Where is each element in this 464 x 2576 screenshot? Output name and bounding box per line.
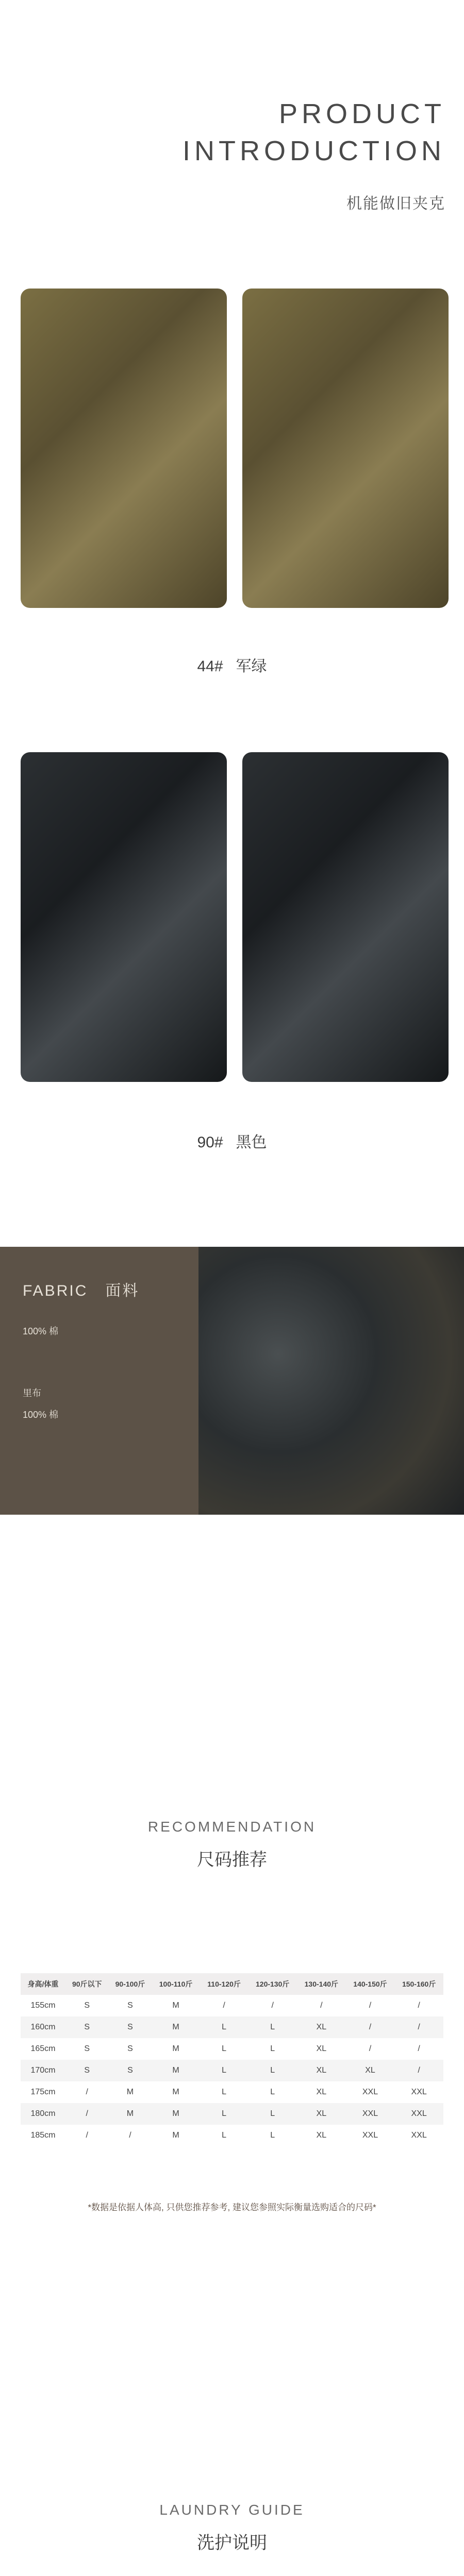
- table-row: [21, 2016, 443, 2038]
- fabric-info: [0, 1247, 198, 1515]
- table-cell: XXL: [362, 2088, 378, 2096]
- size-table-header: [21, 1973, 443, 1995]
- product-name: 机能做旧夹克: [346, 195, 445, 212]
- table-cell: M: [126, 2088, 134, 2096]
- jacket-back-photo-black: [242, 752, 449, 1082]
- table-cell: M: [172, 2131, 179, 2140]
- color-caption-black: [0, 1129, 464, 1152]
- table-row: [21, 2081, 443, 2103]
- table-cell: L: [270, 2044, 275, 2053]
- color-name: 军绿: [236, 658, 267, 675]
- table-cell: M: [172, 2044, 179, 2053]
- table-header-cell: 90-100斤: [109, 1973, 152, 1995]
- hero-title-line1: PRODUCT: [279, 98, 445, 129]
- table-cell: /: [129, 2131, 131, 2140]
- table-row: [21, 2060, 443, 2081]
- recommendation-title-cn: 尺码推荐: [197, 1850, 267, 1870]
- fabric-title-en: FABRIC: [23, 1282, 88, 1299]
- table-cell: M: [109, 2103, 152, 2125]
- table-header-cell: 身高/体重: [21, 1973, 65, 1995]
- table-cell: /: [271, 2001, 274, 2010]
- table-cell: L: [222, 2088, 227, 2096]
- table-cell: M: [152, 2060, 200, 2081]
- table-cell: /: [394, 2060, 443, 2081]
- lining-composition: 100% 棉: [23, 1410, 59, 1420]
- table-cell: /: [394, 2016, 443, 2038]
- table-cell: /: [418, 2044, 420, 2053]
- table-cell: 160cm: [21, 2016, 65, 2038]
- table-row: [21, 2125, 443, 2146]
- table-cell: XL: [346, 2060, 395, 2081]
- table-row: [21, 2038, 443, 2060]
- size-note: *数据是依据人体高, 只供您推荐参考, 建议您参照实际衡量选购适合的尺码*: [88, 2202, 376, 2212]
- jacket-front-photo-black: [21, 752, 227, 1082]
- table-header-cell: 150-160斤: [394, 1973, 443, 1995]
- table-cell: 185cm: [30, 2131, 56, 2140]
- jacket-back-photo-green: [242, 289, 449, 608]
- color-caption-green: [0, 653, 464, 676]
- laundry-title-cn: 洗护说明: [197, 2533, 267, 2553]
- table-cell: L: [270, 2088, 275, 2096]
- color-code: 44#: [197, 658, 223, 675]
- table-cell: S: [84, 2044, 90, 2053]
- size-table-body: [21, 1995, 443, 2146]
- table-header-cell: 110-120斤: [200, 1973, 248, 1995]
- table-cell: 175cm: [30, 2088, 56, 2096]
- table-cell: /: [418, 2001, 420, 2010]
- table-cell: XXL: [362, 2131, 378, 2140]
- color-name: 黑色: [236, 1134, 267, 1151]
- table-cell: M: [172, 2001, 179, 2010]
- recommendation-title-en: RECOMMENDATION: [147, 1819, 317, 1835]
- table-cell: XXL: [394, 2103, 443, 2125]
- table-cell: S: [109, 2060, 152, 2081]
- table-cell: M: [152, 2016, 200, 2038]
- table-cell: S: [109, 2016, 152, 2038]
- lining-label: 里布: [23, 1388, 41, 1398]
- table-cell: XL: [297, 2016, 346, 2038]
- table-row: [21, 1995, 443, 2016]
- table-cell: L: [248, 2060, 297, 2081]
- table-cell: S: [127, 2001, 133, 2010]
- table-cell: XL: [297, 2103, 346, 2125]
- table-header-cell: 90斤以下: [65, 1973, 109, 1995]
- table-cell: S: [65, 2016, 109, 2038]
- table-header-cell: 100-110斤: [152, 1973, 200, 1995]
- jacket-front-photo-green: [21, 289, 227, 608]
- table-row: [21, 2103, 443, 2125]
- table-cell: /: [369, 2001, 372, 2010]
- table-cell: 155cm: [30, 2001, 56, 2010]
- table-cell: L: [200, 2060, 248, 2081]
- table-cell: S: [84, 2001, 90, 2010]
- laundry-title-en: LAUNDRY GUIDE: [159, 2502, 305, 2518]
- fabric-section: [0, 1247, 464, 1515]
- table-cell: /: [86, 2088, 88, 2096]
- table-cell: XL: [297, 2060, 346, 2081]
- table-cell: S: [127, 2044, 133, 2053]
- table-cell: /: [223, 2001, 225, 2010]
- table-cell: L: [222, 2044, 227, 2053]
- table-cell: M: [172, 2088, 179, 2096]
- table-cell: XL: [316, 2131, 327, 2140]
- table-cell: /: [346, 2016, 395, 2038]
- fabric-closeup-photo: [198, 1247, 464, 1515]
- table-cell: L: [200, 2016, 248, 2038]
- table-cell: /: [65, 2103, 109, 2125]
- shell-composition: 100% 棉: [23, 1326, 59, 1336]
- table-cell: 180cm: [21, 2103, 65, 2125]
- fabric-title-cn: 面料: [105, 1282, 140, 1299]
- table-cell: M: [152, 2103, 200, 2125]
- table-cell: XXL: [346, 2103, 395, 2125]
- table-cell: L: [248, 2016, 297, 2038]
- table-cell: 165cm: [30, 2044, 56, 2053]
- hero-title-line2: INTRODUCTION: [183, 135, 445, 166]
- table-cell: XL: [316, 2088, 327, 2096]
- table-cell: L: [270, 2131, 275, 2140]
- table-header-cell: 130-140斤: [297, 1973, 346, 1995]
- size-table: [21, 1973, 443, 2146]
- table-cell: /: [320, 2001, 323, 2010]
- table-header-cell: 140-150斤: [346, 1973, 395, 1995]
- table-cell: L: [222, 2131, 227, 2140]
- table-cell: L: [248, 2103, 297, 2125]
- fabric-title: [23, 1278, 139, 1300]
- table-header-cell: 120-130斤: [248, 1973, 297, 1995]
- table-cell: L: [200, 2103, 248, 2125]
- table-cell: XL: [316, 2044, 327, 2053]
- table-cell: XXL: [411, 2088, 427, 2096]
- table-cell: 170cm: [21, 2060, 65, 2081]
- table-cell: /: [86, 2131, 88, 2140]
- table-cell: /: [369, 2044, 372, 2053]
- table-cell: S: [65, 2060, 109, 2081]
- table-cell: XXL: [411, 2131, 427, 2140]
- color-code: 90#: [197, 1134, 223, 1151]
